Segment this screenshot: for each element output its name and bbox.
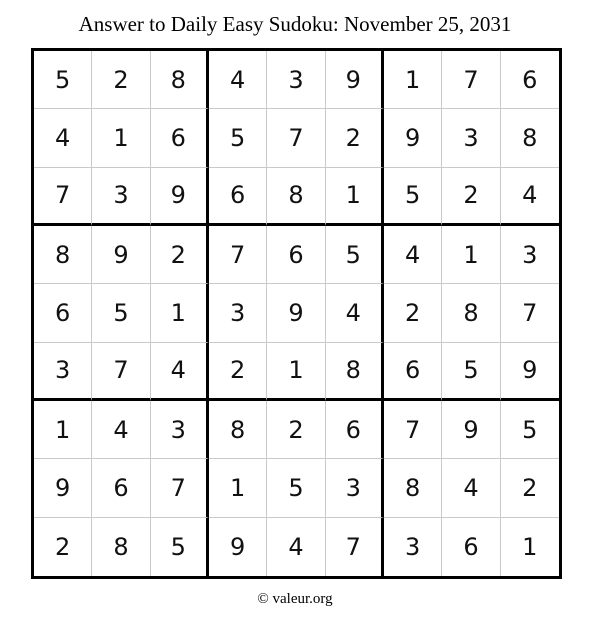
sudoku-cell: 5 (501, 401, 559, 459)
sudoku-cell: 3 (92, 168, 150, 226)
sudoku-cell: 1 (209, 459, 267, 517)
sudoku-cell: 1 (151, 284, 209, 342)
sudoku-cell: 7 (34, 168, 92, 226)
sudoku-cell: 4 (92, 401, 150, 459)
sudoku-cell: 9 (501, 343, 559, 401)
sudoku-cell: 5 (442, 343, 500, 401)
sudoku-cell: 6 (34, 284, 92, 342)
sudoku-cell: 3 (209, 284, 267, 342)
sudoku-cell: 7 (326, 518, 384, 576)
sudoku-cell: 7 (267, 109, 325, 167)
sudoku-cell: 1 (326, 168, 384, 226)
sudoku-cell: 9 (209, 518, 267, 576)
sudoku-cell: 8 (384, 459, 442, 517)
sudoku-cell: 6 (326, 401, 384, 459)
sudoku-cell: 5 (34, 51, 92, 109)
sudoku-cell: 1 (522, 532, 538, 561)
sudoku-cell: 4 (34, 109, 92, 167)
sudoku-cell: 8 (92, 518, 150, 576)
sudoku-cell: 4 (151, 343, 209, 401)
sudoku-cell: 9 (92, 226, 150, 284)
sudoku-cell: 1 (267, 343, 325, 401)
sudoku-cell: 7 (92, 343, 150, 401)
sudoku-cell: 6 (151, 109, 209, 167)
sudoku-cell: 5 (151, 518, 209, 576)
sudoku-cell: 2 (501, 459, 559, 517)
sudoku-cell: 2 (442, 168, 500, 226)
sudoku-cell: 7 (209, 226, 267, 284)
sudoku-cell: 2 (92, 51, 150, 109)
sudoku-cell: 7 (151, 459, 209, 517)
sudoku-cell: 1 (92, 109, 150, 167)
sudoku-cell: 4 (442, 459, 500, 517)
sudoku-cell: 4 (267, 518, 325, 576)
sudoku-cell: 2 (151, 226, 209, 284)
sudoku-cell: 6 (442, 518, 500, 576)
sudoku-grid (31, 48, 562, 579)
sudoku-cell: 9 (442, 401, 500, 459)
copyright-footer: © valeur.org (257, 591, 333, 607)
sudoku-cell: 9 (326, 51, 384, 109)
sudoku-cell: 8 (501, 109, 559, 167)
sudoku-cell: 7 (442, 51, 500, 109)
sudoku-cell: 1 (442, 226, 500, 284)
puzzle-title: Answer to Daily Easy Sudoku: November 25, 2031 (78, 12, 512, 36)
sudoku-cell: 4 (209, 51, 267, 109)
sudoku-cell: 7 (501, 284, 559, 342)
sudoku-cell: 5 (267, 459, 325, 517)
sudoku-cell: 1 (34, 401, 92, 459)
sudoku-cell: 5 (384, 168, 442, 226)
sudoku-cell: 2 (384, 284, 442, 342)
sudoku-cell: 8 (442, 284, 500, 342)
sudoku-cell: 8 (209, 401, 267, 459)
sudoku-cell: 8 (151, 51, 209, 109)
sudoku-cell: 6 (209, 168, 267, 226)
sudoku-cell: 8 (34, 226, 92, 284)
sudoku-cell: 9 (151, 168, 209, 226)
sudoku-cell: 8 (326, 343, 384, 401)
sudoku-cell: 2 (34, 518, 92, 576)
sudoku-cell: 9 (267, 284, 325, 342)
sudoku-cell: 3 (384, 518, 442, 576)
sudoku-cell: 2 (326, 109, 384, 167)
sudoku-cell: 3 (501, 226, 559, 284)
sudoku-cell: 6 (92, 459, 150, 517)
sudoku-cell: 1 (384, 51, 442, 109)
sudoku-cell: 6 (267, 226, 325, 284)
sudoku-cell: 5 (326, 226, 384, 284)
sudoku-cell: 6 (384, 343, 442, 401)
sudoku-cell: 4 (326, 284, 384, 342)
sudoku-cell: 9 (384, 109, 442, 167)
sudoku-cell: 5 (92, 284, 150, 342)
sudoku-cell: 7 (384, 401, 442, 459)
sudoku-cell: 2 (209, 343, 267, 401)
sudoku-cell: 3 (326, 459, 384, 517)
sudoku-cell: 2 (267, 401, 325, 459)
sudoku-cell: 5 (209, 109, 267, 167)
sudoku-cell: 8 (267, 168, 325, 226)
sudoku-cell: 9 (34, 459, 92, 517)
sudoku-cell: 3 (442, 109, 500, 167)
sudoku-cell: 6 (501, 51, 559, 109)
sudoku-cell: 3 (34, 343, 92, 401)
sudoku-cell: 3 (267, 51, 325, 109)
sudoku-cell: 3 (151, 401, 209, 459)
sudoku-cell: 4 (501, 168, 559, 226)
sudoku-cell: 4 (384, 226, 442, 284)
